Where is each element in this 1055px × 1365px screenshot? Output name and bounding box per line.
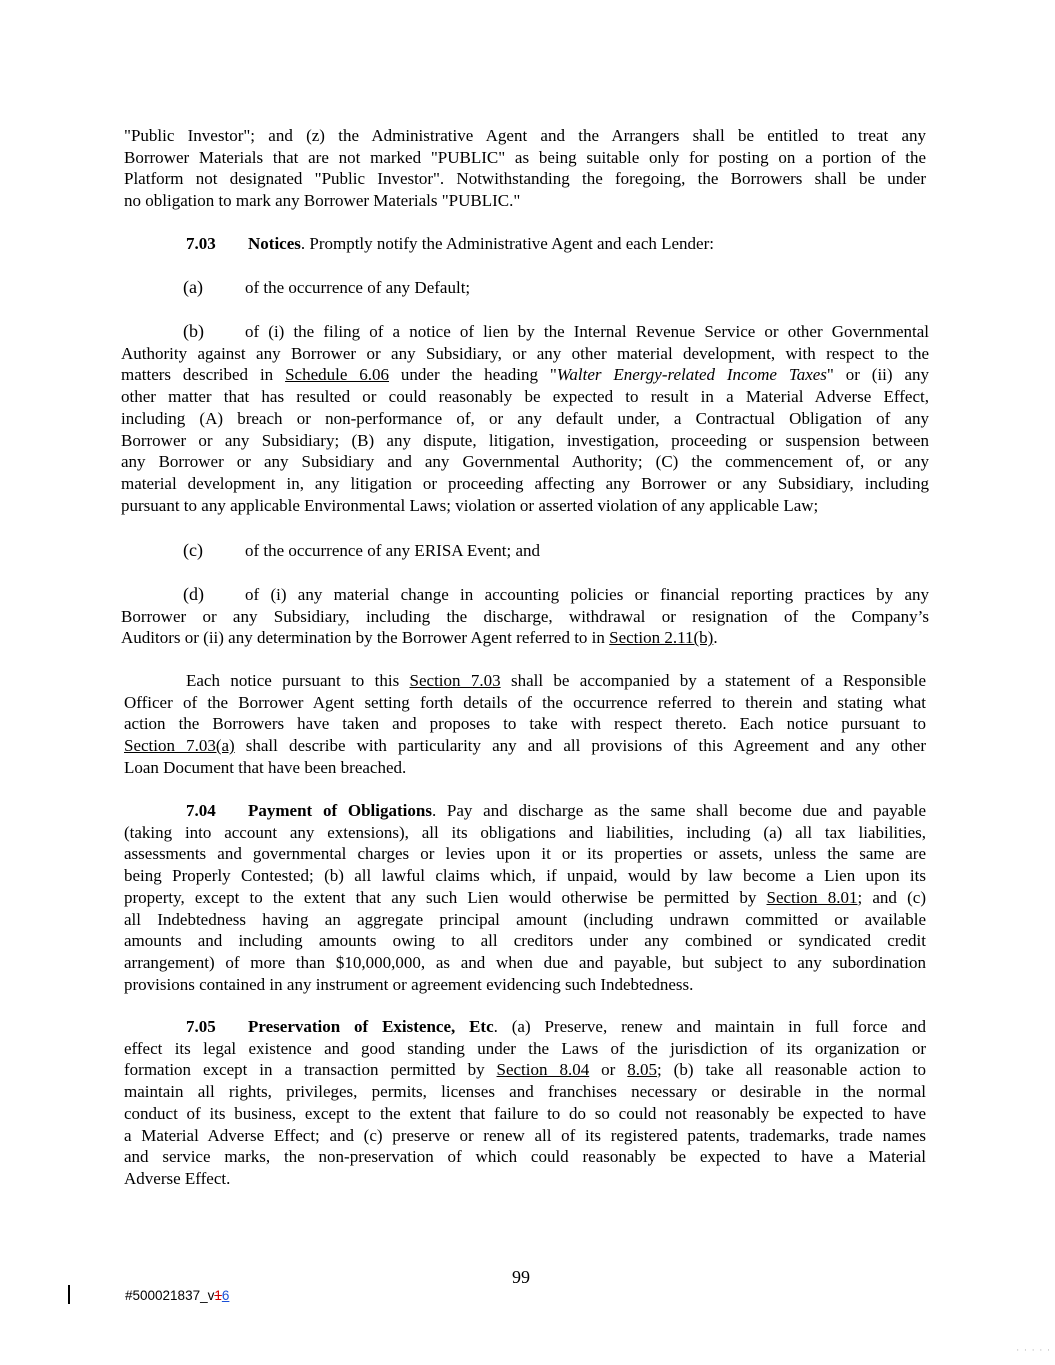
text-line: Adverse Effect. xyxy=(124,1168,231,1188)
text-line: arrangement) of more than $10,000,000, as and when due and payable, but subject to any subordination xyxy=(124,952,926,972)
section-8-04-reference: Section 8.04 xyxy=(496,1060,590,1080)
doc-id-inserted-version: 6 xyxy=(221,1288,230,1303)
text-line: being Properly Contested; (b) all lawful claims which, if unpaid, would by law become a Lien upon its xyxy=(124,866,926,886)
corner-watermark-icon: · · · · · xyxy=(1016,1346,1051,1357)
text-fragment: under the heading " xyxy=(389,365,557,385)
text-fragment: . (a) Preserve, renew and maintain in full force and xyxy=(493,1017,926,1036)
item-label: (a) xyxy=(183,277,203,297)
item-label: (c) xyxy=(183,540,203,560)
text-line: (taking into account any extensions), all its obligations and liabilities, including (a) all tax liabilities, xyxy=(124,822,926,842)
text-fragment: property, except to the extent that any such Lien would otherwise be permitted by xyxy=(124,887,767,907)
section-8-05-reference: 8.05 xyxy=(627,1060,658,1080)
text-fragment: Auditors or (ii) any determination by the Borrower Agent referred to in xyxy=(121,628,610,648)
text-line: no obligation to mark any Borrower Materials "PUBLIC." xyxy=(124,191,521,211)
text-fragment: shall be accompanied by a statement of a Responsible xyxy=(500,671,926,690)
text-fragment: " or (ii) any xyxy=(826,365,929,385)
section-7-05 xyxy=(124,1016,926,1190)
item-a xyxy=(183,277,470,299)
page-number: 99 xyxy=(512,1267,530,1287)
item-text: of the occurrence of any Default; xyxy=(245,278,471,297)
section-8-01-reference: Section 8.01 xyxy=(766,887,858,907)
section-title: Preservation of Existence, Etc xyxy=(248,1017,494,1036)
text-line: conduct of its business, except to the extent that failure to do so could not reasonably be expected to have xyxy=(124,1103,926,1123)
text-line: provisions contained in any instrument or agreement evidencing such Indebtedness. xyxy=(124,974,694,994)
section-number: 7.05 xyxy=(186,1017,216,1036)
text-fragment: shall describe with particularity any and all provisions of this Agreement and any other xyxy=(234,736,926,756)
item-b xyxy=(121,321,929,516)
schedule-6-06-reference: Schedule 6.06 xyxy=(285,365,390,385)
text-fragment: . Pay and discharge as the same shall become due and payable xyxy=(431,801,926,820)
text-line: including (A) breach or non-performance of, or any default under, a Contractual Obligation of any xyxy=(121,408,929,428)
change-bar xyxy=(68,1285,70,1304)
text-line: Borrower or any Subsidiary; (B) any dispute, litigation, investigation, proceeding or suspension between xyxy=(121,430,929,450)
text-line: of (i) any material change in accounting policies or financial reporting practices by any xyxy=(245,585,929,604)
text-line: assessments and governmental charges or levies upon it or its properties or assets, unless the same are xyxy=(124,844,926,864)
text-line: Officer of the Borrower Agent setting forth details of the occurrence referred to therein and stating what xyxy=(124,692,926,712)
text-line: and service marks, the non-preservation of which could reasonably be expected to have a Material xyxy=(124,1147,926,1167)
document-id xyxy=(125,1285,229,1307)
text-fragment: formation except in a transaction permitted by xyxy=(124,1060,497,1080)
section-number: 7.04 xyxy=(186,801,216,820)
text-fragment: . xyxy=(713,628,718,648)
text-line: other matter that has resulted or could reasonably be expected to result in a Material Adverse Effect, xyxy=(121,387,929,407)
notice-paragraph xyxy=(124,670,926,779)
text-fragment: matters described in xyxy=(121,365,286,385)
text-line: Borrower Materials that are not marked "PUBLIC" as being suitable only for posting on a portion of the xyxy=(124,147,926,167)
item-label: (b) xyxy=(183,321,204,341)
text-line: any Borrower or any Subsidiary and any Governmental Authority; (C) the commencement of, or any xyxy=(121,452,929,472)
section-title: Notices xyxy=(248,234,301,253)
heading-italic: Walter Energy-related Income Taxes xyxy=(556,365,827,385)
text-line: a Material Adverse Effect; and (c) preserve or renew all of its registered patents, trademarks, trade names xyxy=(124,1125,926,1145)
section-7-03a-reference: Section 7.03(a) xyxy=(124,736,235,756)
text-line: action the Borrowers have taken and proposes to take with respect thereto. Each notice pursuant to xyxy=(124,714,926,734)
text-line: Borrower or any Subsidiary, including the discharge, withdrawal or resignation of the Company’s xyxy=(121,606,929,626)
section-7-04 xyxy=(124,800,926,995)
text-line: amounts and including amounts owing to all creditors under any combined or syndicated credit xyxy=(124,931,926,951)
item-text: of the occurrence of any ERISA Event; and xyxy=(245,541,541,560)
section-7-03-reference: Section 7.03 xyxy=(409,671,501,690)
section-number: 7.03 xyxy=(186,234,216,253)
text-fragment: Each notice pursuant to this xyxy=(186,671,410,690)
item-d xyxy=(121,584,929,649)
text-line: maintain all rights, privileges, permits, licenses and franchises necessary or desirable in the normal xyxy=(124,1082,926,1102)
text-fragment: ; (b) take all reasonable action to xyxy=(657,1060,926,1080)
item-label: (d) xyxy=(183,584,204,604)
doc-id-deleted-version: 1 xyxy=(214,1288,222,1303)
doc-id-prefix: #500021837_v xyxy=(125,1288,215,1303)
section-7-03-heading xyxy=(124,233,926,255)
item-c xyxy=(183,540,540,562)
text-fragment: ; and (c) xyxy=(857,887,926,907)
text-line: pursuant to any applicable Environmental Laws; violation or asserted violation of any applicable Law; xyxy=(121,495,819,515)
text-line: effect its legal existence and good standing under the Laws of the jurisdiction of its organization or xyxy=(124,1038,926,1058)
text-line: Platform not designated "Public Investor". Notwithstanding the foregoing, the Borrowers shall be under xyxy=(124,169,926,189)
text-line: material development in, any litigation or proceeding affecting any Borrower or any Subsidiary, including xyxy=(121,473,929,493)
intro-paragraph xyxy=(124,125,926,212)
text-line: "Public Investor"; and (z) the Administrative Agent and the Arrangers shall be entitled to treat any xyxy=(124,126,926,145)
section-title: Payment of Obligations xyxy=(248,801,432,820)
text-line: of (i) the filing of a notice of lien by the Internal Revenue Service or other Governmental xyxy=(245,322,929,341)
section-2-11b-reference: Section 2.11(b) xyxy=(609,628,714,648)
text-fragment: or xyxy=(589,1060,628,1080)
section-lead: . Promptly notify the Administrative Agent and each Lender: xyxy=(300,234,714,253)
text-line: Loan Document that have been breached. xyxy=(124,757,407,777)
text-line: all Indebtedness having an aggregate principal amount (including undrawn committed or available xyxy=(124,909,926,929)
text-line: Authority against any Borrower or any Subsidiary, or any other material development, with respect to the xyxy=(121,343,929,363)
